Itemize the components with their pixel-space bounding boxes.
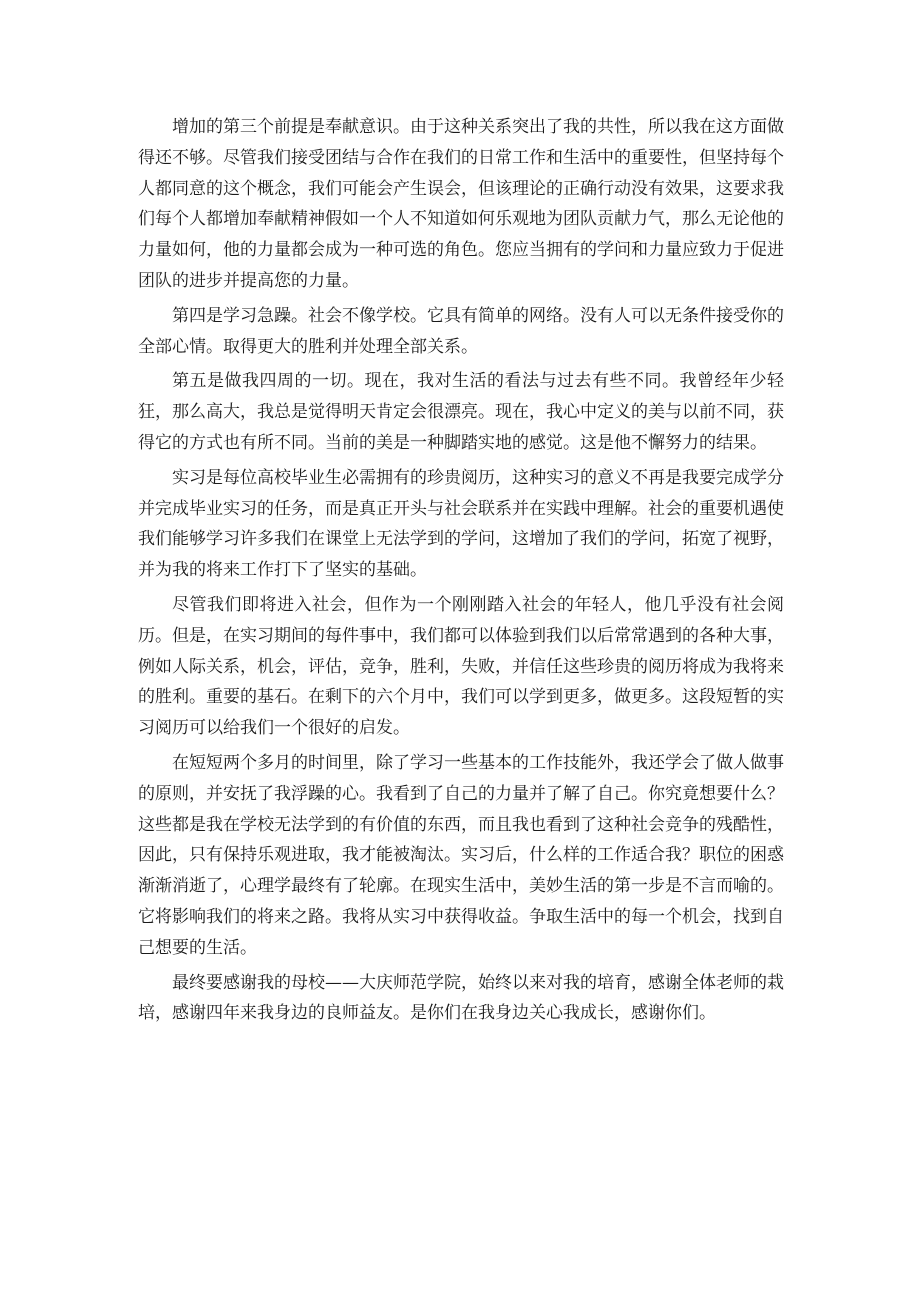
paragraph-two-months: 在短短两个多月的时间里，除了学习一些基本的工作技能外，我还学会了做人做事的原则，并安抚了我浮躁的心。我看到了自己的力量并了解了自己。你究竟想要什么？这些都是我在学校无法学到的有价值的东西，而且我也看到了这种社会竞争的残酷性，因此，只有保持乐观进取，我才能被淘汰。实习后，什么样的工作适合我？职位的困惑渐渐消逝了，心理学最终有了轮廓。在现实生活中，美妙生活的第一步是不言而喻的。它将影响我们的将来之路。我将从实习中获得收益。争取生活中的每一个机会，找到自己想要的生活。 [138,752,784,958]
paragraph-entering-society: 尽管我们即将进入社会，但作为一个刚刚踏入社会的年轻人，他几乎没有社会阅历。但是，在实习期间的每件事中，我们都可以体验到我们以后常常遇到的各种大事，例如人际关系，机会，评估，竞争，胜利，失败，并信任这些珍贵的阅历将成为我将来的胜利。重要的基石。在剩下的六个月中，我们可以学到更多，做更多。这段短暂的实习阅历可以给我们一个很好的启发。 [138,594,784,739]
paragraph-internship-value: 实习是每位高校毕业生必需拥有的珍贵阅历，这种实习的意义不再是我要完成学分并完成毕业实习的任务，而是真正开头与社会联系并在实践中理解。社会的重要机遇使我们能够学习许多我们在课堂上无法学到的学问，这增加了我们的学问，拓宽了视野，并为我的将来工作打下了坚实的基础。 [138,467,784,581]
paragraph-thanks: 最终要感谢我的母校——大庆师范学院，始终以来对我的培育，感谢全体老师的栽培，感谢四年来我身边的良师益友。是你们在我身边关心我成长，感谢你们。 [138,972,784,1024]
paragraph-patience: 第四是学习急躁。社会不像学校。它具有简单的网络。没有人可以无条件接受你的全部心情。取得更大的胜利并处理全部关系。 [138,305,784,357]
paragraph-contribution: 增加的第三个前提是奉献意识。由于这种关系突出了我的共性，所以我在这方面做得还不够。尽管我们接受团结与合作在我们的日常工作和生活中的重要性，但坚持每个人都同意的这个概念，我们可能会产生误会，但该理论的正确行动没有效果，这要求我们每个人都增加奉献精神假如一个人不知道如何乐观地为团队贡献力气，那么无论他的力量如何，他的力量都会成为一种可选的角色。您应当拥有的学问和力量应致力于促进团队的进步并提高您的力量。 [138,117,784,291]
document-body [138,112,784,1033]
paragraph-surroundings: 第五是做我四周的一切。现在，我对生活的看法与过去有些不同。我曾经年少轻狂，那么高大，我总是觉得明天肯定会很漂亮。现在，我心中定义的美与以前不同，获得它的方式也有所不同。当前的美是一种脚踏实地的感觉。这是他不懈努力的结果。 [138,371,784,453]
